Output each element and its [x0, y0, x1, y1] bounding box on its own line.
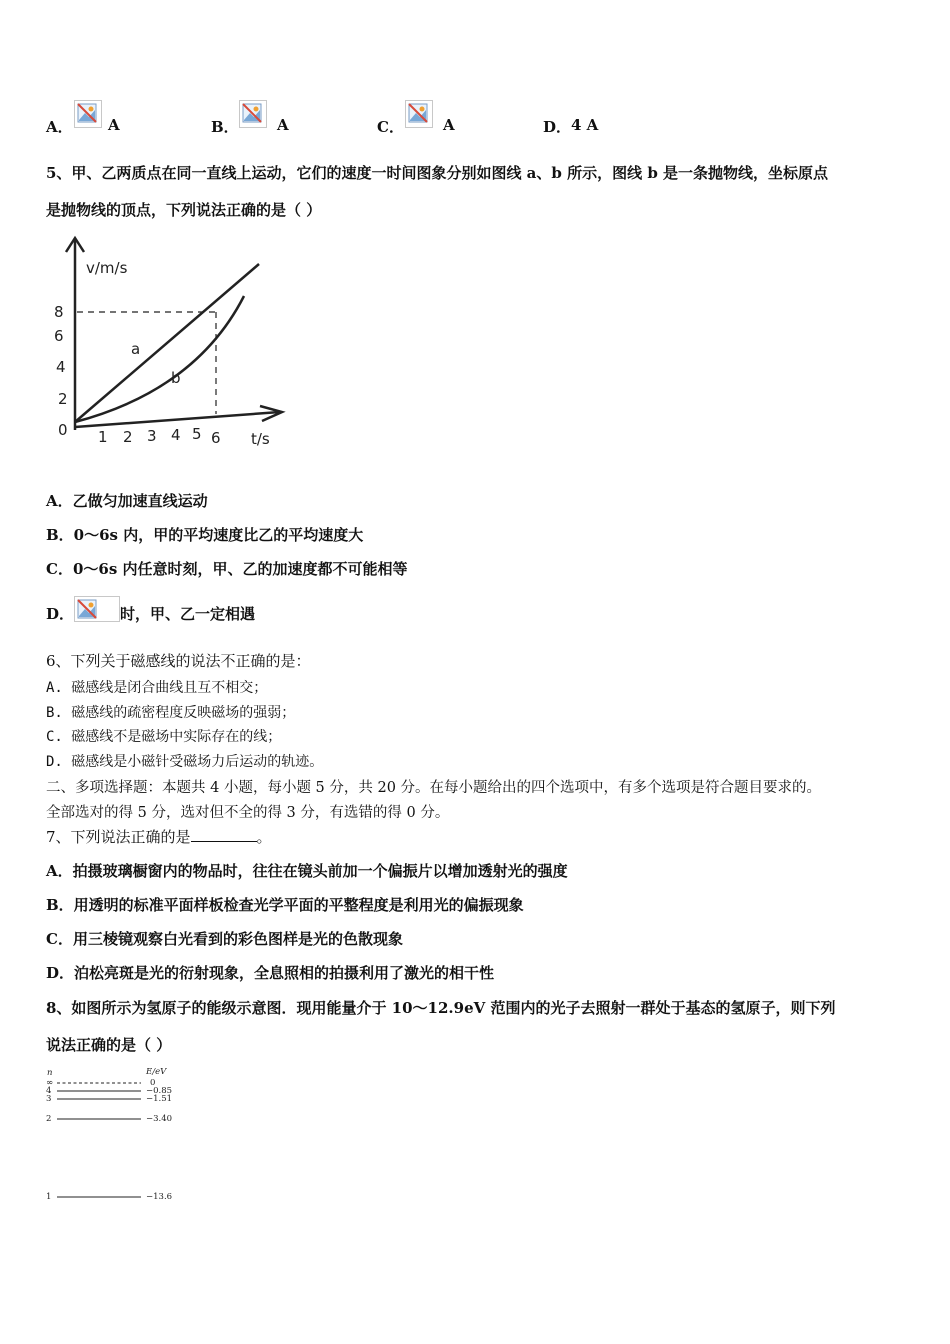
broken-image-icon [239, 100, 267, 128]
level-e-3: −1.51 [146, 1094, 173, 1104]
option-label: D． [46, 605, 75, 623]
q7-option-b[interactable]: B．用透明的标准平面样板检查光学平面的平整程度是利用光的偏振现象 [46, 896, 524, 914]
q7-stem [46, 826, 272, 847]
option-unit: 4 A [571, 116, 599, 134]
option-unit: A [443, 116, 455, 134]
x-tick-4: 4 [171, 426, 181, 444]
section2-line1: 二、多项选择题：本题共 4 小题，每小题 5 分，共 20 分。在每小题给出的四个选项中，有多个选项是符合题目要求的。 [46, 780, 822, 796]
option-unit: A [277, 116, 289, 134]
q7-option-a[interactable]: A．拍摄玻璃橱窗内的物品时，往往在镜头前加一个偏振片以增加透射光的强度 [46, 862, 568, 880]
q8-stem-line1: 8、如图所示为氢原子的能级示意图．现用能量介于 10～12.9eV 范围内的光子去照射一群处于基态的氢原子，则下列 [46, 999, 836, 1017]
level-e-4: −0.85 [146, 1086, 173, 1096]
x-tick-1: 1 [98, 428, 108, 446]
q6-option-b[interactable]: B. 磁感线的疏密程度反映磁场的强弱； [46, 705, 296, 721]
y-tick-4: 4 [56, 358, 66, 376]
q6-option-d[interactable]: D. 磁感线是小磁针受磁场力后运动的轨迹。 [46, 754, 324, 770]
option-label: D． [543, 118, 572, 136]
level-e-1: −13.6 [146, 1192, 173, 1202]
answer-blank [191, 829, 257, 842]
option-label: C． [377, 118, 404, 136]
level-e-2: −3.40 [146, 1114, 173, 1124]
broken-image-icon [74, 596, 120, 622]
q6-option-a[interactable]: A. 磁感线是闭合曲线且互不相交； [46, 680, 268, 696]
level-n-4: 4 [46, 1086, 52, 1096]
y-tick-2: 2 [58, 390, 68, 408]
q8-stem-line2: 说法正确的是（ ） [46, 1036, 172, 1054]
n-label: n [47, 1068, 53, 1078]
q5-option-b[interactable]: B．0～6s 内，甲的平均速度比乙的平均速度大 [46, 526, 364, 544]
broken-image-icon [405, 100, 433, 128]
q5-option-c[interactable]: C．0～6s 内任意时刻，甲、乙的加速度都不可能相等 [46, 560, 408, 578]
curve-b-label: b [171, 369, 181, 387]
q8-energy-level-diagram [46, 1066, 186, 1208]
x-tick-3: 3 [147, 427, 157, 445]
curve-a-label: a [131, 340, 141, 358]
q7-stem-text: 7、下列说法正确的是 [46, 828, 191, 846]
origin-label: 0 [58, 421, 68, 439]
x-tick-5: 5 [192, 425, 202, 443]
q6-stem: 6、下列关于磁感线的说法不正确的是： [46, 652, 311, 670]
q6-option-c[interactable]: C. 磁感线不是磁场中实际存在的线； [46, 729, 282, 745]
section2-line2: 全部选对的得 5 分，选对但不全的得 3 分，有选错的得 0 分。 [46, 805, 450, 821]
level-n-3: 3 [46, 1094, 52, 1104]
level-n-2: 2 [46, 1114, 52, 1124]
q5-vt-graph [46, 232, 296, 454]
option-unit: A [108, 116, 120, 134]
level-n-1: 1 [46, 1192, 52, 1202]
broken-image-icon [74, 100, 102, 128]
q4-options [46, 100, 666, 136]
option-text: 时，甲、乙一定相遇 [120, 605, 256, 623]
q7-option-c[interactable]: C．用三棱镜观察白光看到的彩色图样是光的色散现象 [46, 930, 403, 948]
y-axis-label: v/m/s [86, 259, 128, 277]
q7-stem-end: 。 [256, 828, 272, 846]
curve-b [75, 296, 244, 422]
q5-stem-line2: 是抛物线的顶点，下列说法正确的是（ ） [46, 201, 322, 219]
q5-option-a[interactable]: A．乙做匀加速直线运动 [46, 492, 208, 510]
x-tick-2: 2 [123, 428, 133, 446]
option-label: A． [46, 118, 73, 136]
x-tick-6: 6 [211, 429, 221, 447]
x-axis-label: t/s [251, 430, 270, 448]
x-axis [75, 412, 280, 427]
y-tick-8: 8 [54, 303, 64, 321]
q5-option-d[interactable] [46, 598, 255, 624]
y-tick-6: 6 [54, 327, 64, 345]
q7-option-d[interactable]: D．泊松亮斑是光的衍射现象，全息照相的拍摄利用了激光的相干性 [46, 964, 495, 982]
energy-label: E/eV [146, 1067, 167, 1077]
level-n-inf: ∞ [46, 1078, 54, 1088]
option-label: B． [211, 118, 239, 136]
level-e-inf: 0 [150, 1078, 156, 1088]
q5-stem-line1: 5、甲、乙两质点在同一直线上运动，它们的速度一时间图象分别如图线 a、b 所示，图线 b 是一条抛物线，坐标原点 [46, 164, 829, 182]
curve-a [75, 264, 259, 422]
